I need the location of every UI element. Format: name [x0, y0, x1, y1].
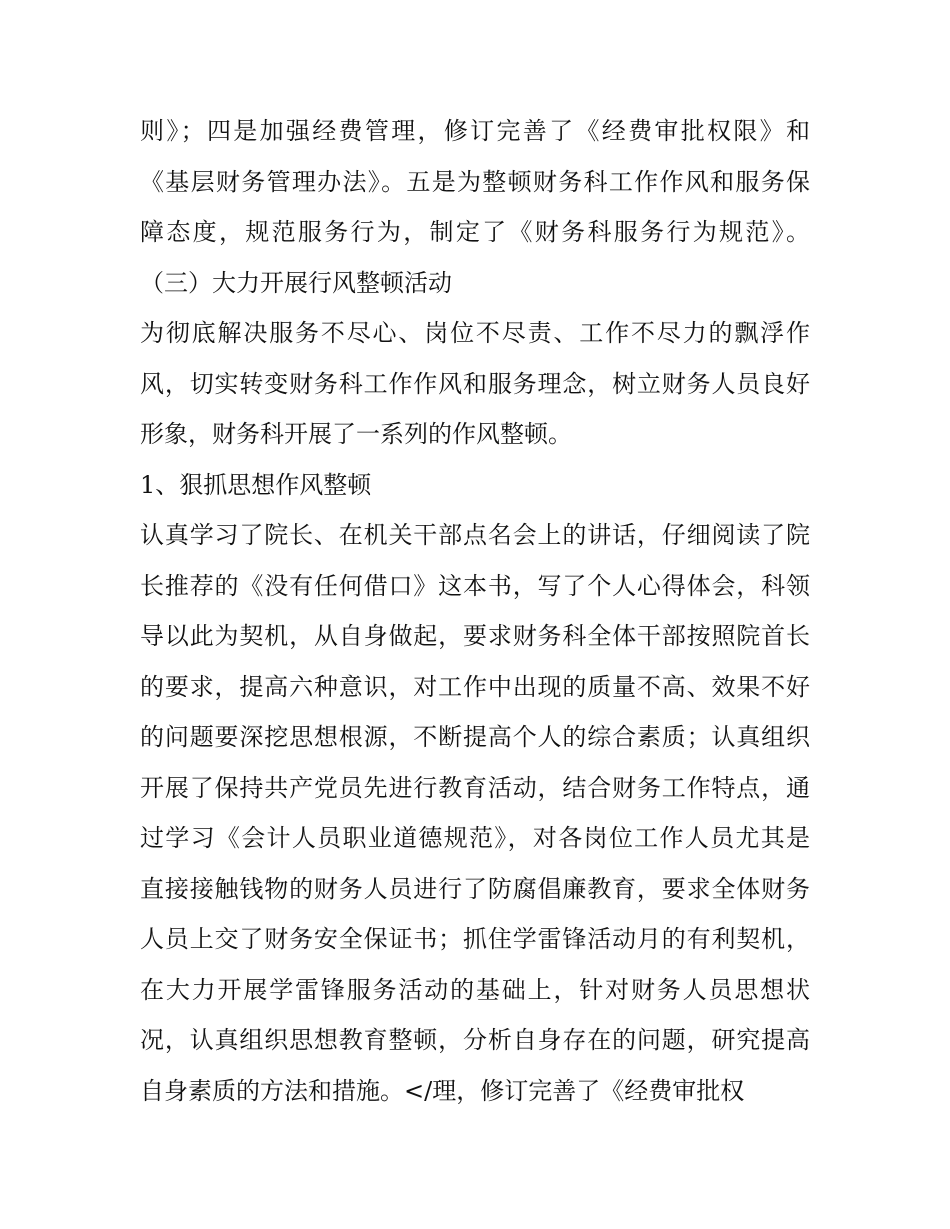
text-line: 的要求，提高六种意识，对工作中出现的质量不高、效果不好	[140, 672, 810, 701]
text-line: 为彻底解决服务不尽心、岗位不尽责、工作不尽力的飘浮作	[140, 319, 810, 347]
text-line: 在大力开展学雷锋服务活动的基础上，针对财务人员思想状	[140, 975, 810, 1004]
subsection-heading: 1、狠抓思想作风整顿	[140, 470, 372, 499]
text-line: 开展了保持共产党员先进行教育活动，结合财务工作特点，通	[140, 773, 810, 802]
text-line: 况，认真组织思想教育整顿，分析自身存在的问题，研究提高	[140, 1026, 810, 1054]
text-line: 自身素质的方法和措施。</理，修订完善了《经费审批权	[140, 1076, 745, 1105]
text-line: 形象，财务科开展了一系列的作风整顿。	[140, 420, 572, 448]
text-line: 障态度，规范服务行为，制定了《财务科服务行为规范》。	[140, 218, 810, 246]
text-line: 的问题要深挖思想根源，不断提高个人的综合素质；认真组织	[140, 723, 810, 751]
text-line: 认真学习了院长、在机关干部点名会上的讲话，仔细阅读了院	[140, 521, 810, 549]
document-body	[140, 106, 820, 1116]
text-line: 则》；四是加强经费管理，修订完善了《经费审批权限》和	[140, 117, 810, 145]
section-heading: （三）大力开展行风整顿活动	[140, 268, 452, 297]
text-line: 直接接触钱物的财务人员进行了防腐倡廉教育，要求全体财务	[140, 874, 810, 903]
text-line: 人员上交了财务安全保证书；抓住学雷锋活动月的有利契机，	[140, 925, 810, 953]
text-line: 长推荐的《没有任何借口》这本书，写了个人心得体会，科领	[140, 571, 810, 600]
text-line: 导以此为契机，从自身做起，要求财务科全体干部按照院首长	[140, 622, 810, 650]
text-line: 过学习《会计人员职业道德规范》，对各岗位工作人员尤其是	[140, 824, 810, 852]
text-line: 《基层财务管理办法》。五是为整顿财务科工作作风和服务保	[140, 167, 810, 196]
text-line: 风，切实转变财务科工作作风和服务理念，树立财务人员良好	[140, 369, 810, 398]
